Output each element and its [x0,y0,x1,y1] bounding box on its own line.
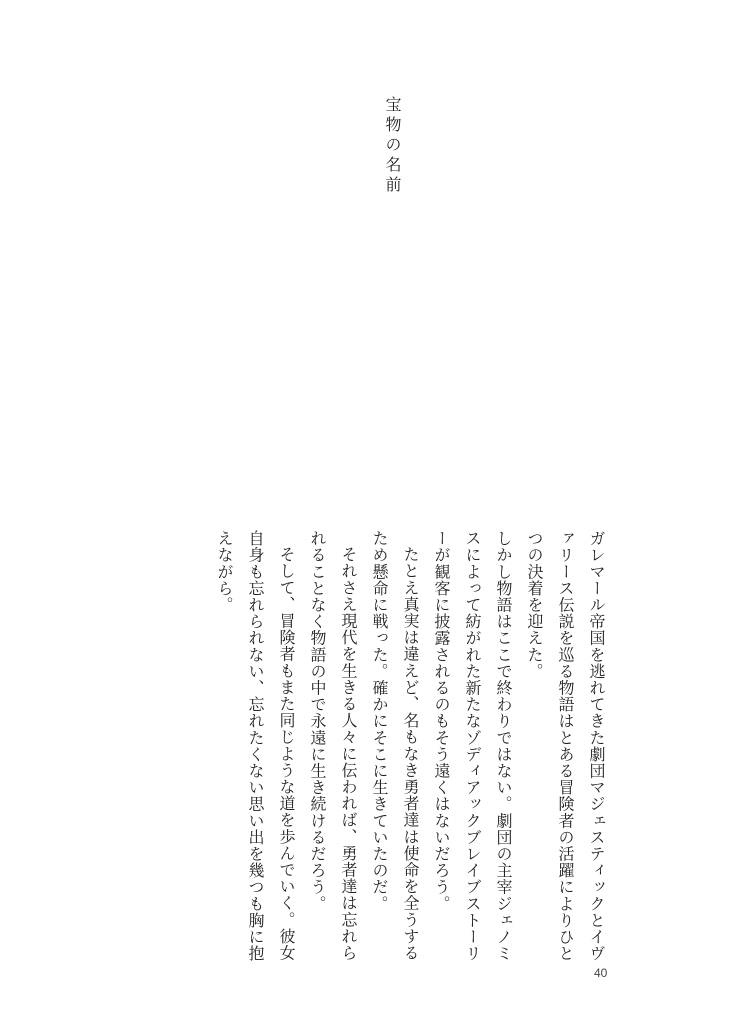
paragraph: たとえ真実は違えど、名もなき勇者達は使命を全うするため懸命に戦った。確かにそこに生きていたのだ。 [370,530,420,961]
paragraph: それさえ現代を生きる人々に伝われば、勇者達は忘れられることなく物語の中で永遠に生き続けるだろう。 [308,530,358,961]
paragraph: ガレマール帝国を逃れてきた劇団マジェスティックとイヴァリース伝説を巡る物語はとある冒険者の活躍によりひとつの決着を迎えた。 [525,530,606,962]
page-title: 宝物の名前 [383,96,402,196]
page-number: 40 [594,966,608,980]
body-text [209,530,612,970]
paragraph: しかし物語はここで終わりではない。劇団の主宰ジェノミスによって紡がれた新たなゾディアックブレイブストーリーが観客に披露されるのもそう遠くはないだろう。 [432,530,513,962]
paragraph: そして、冒険者もまた同じような道を歩んでいく。彼女自身も忘れられない、忘れたくない思い出を幾つも胸に抱えながら。 [215,530,296,962]
